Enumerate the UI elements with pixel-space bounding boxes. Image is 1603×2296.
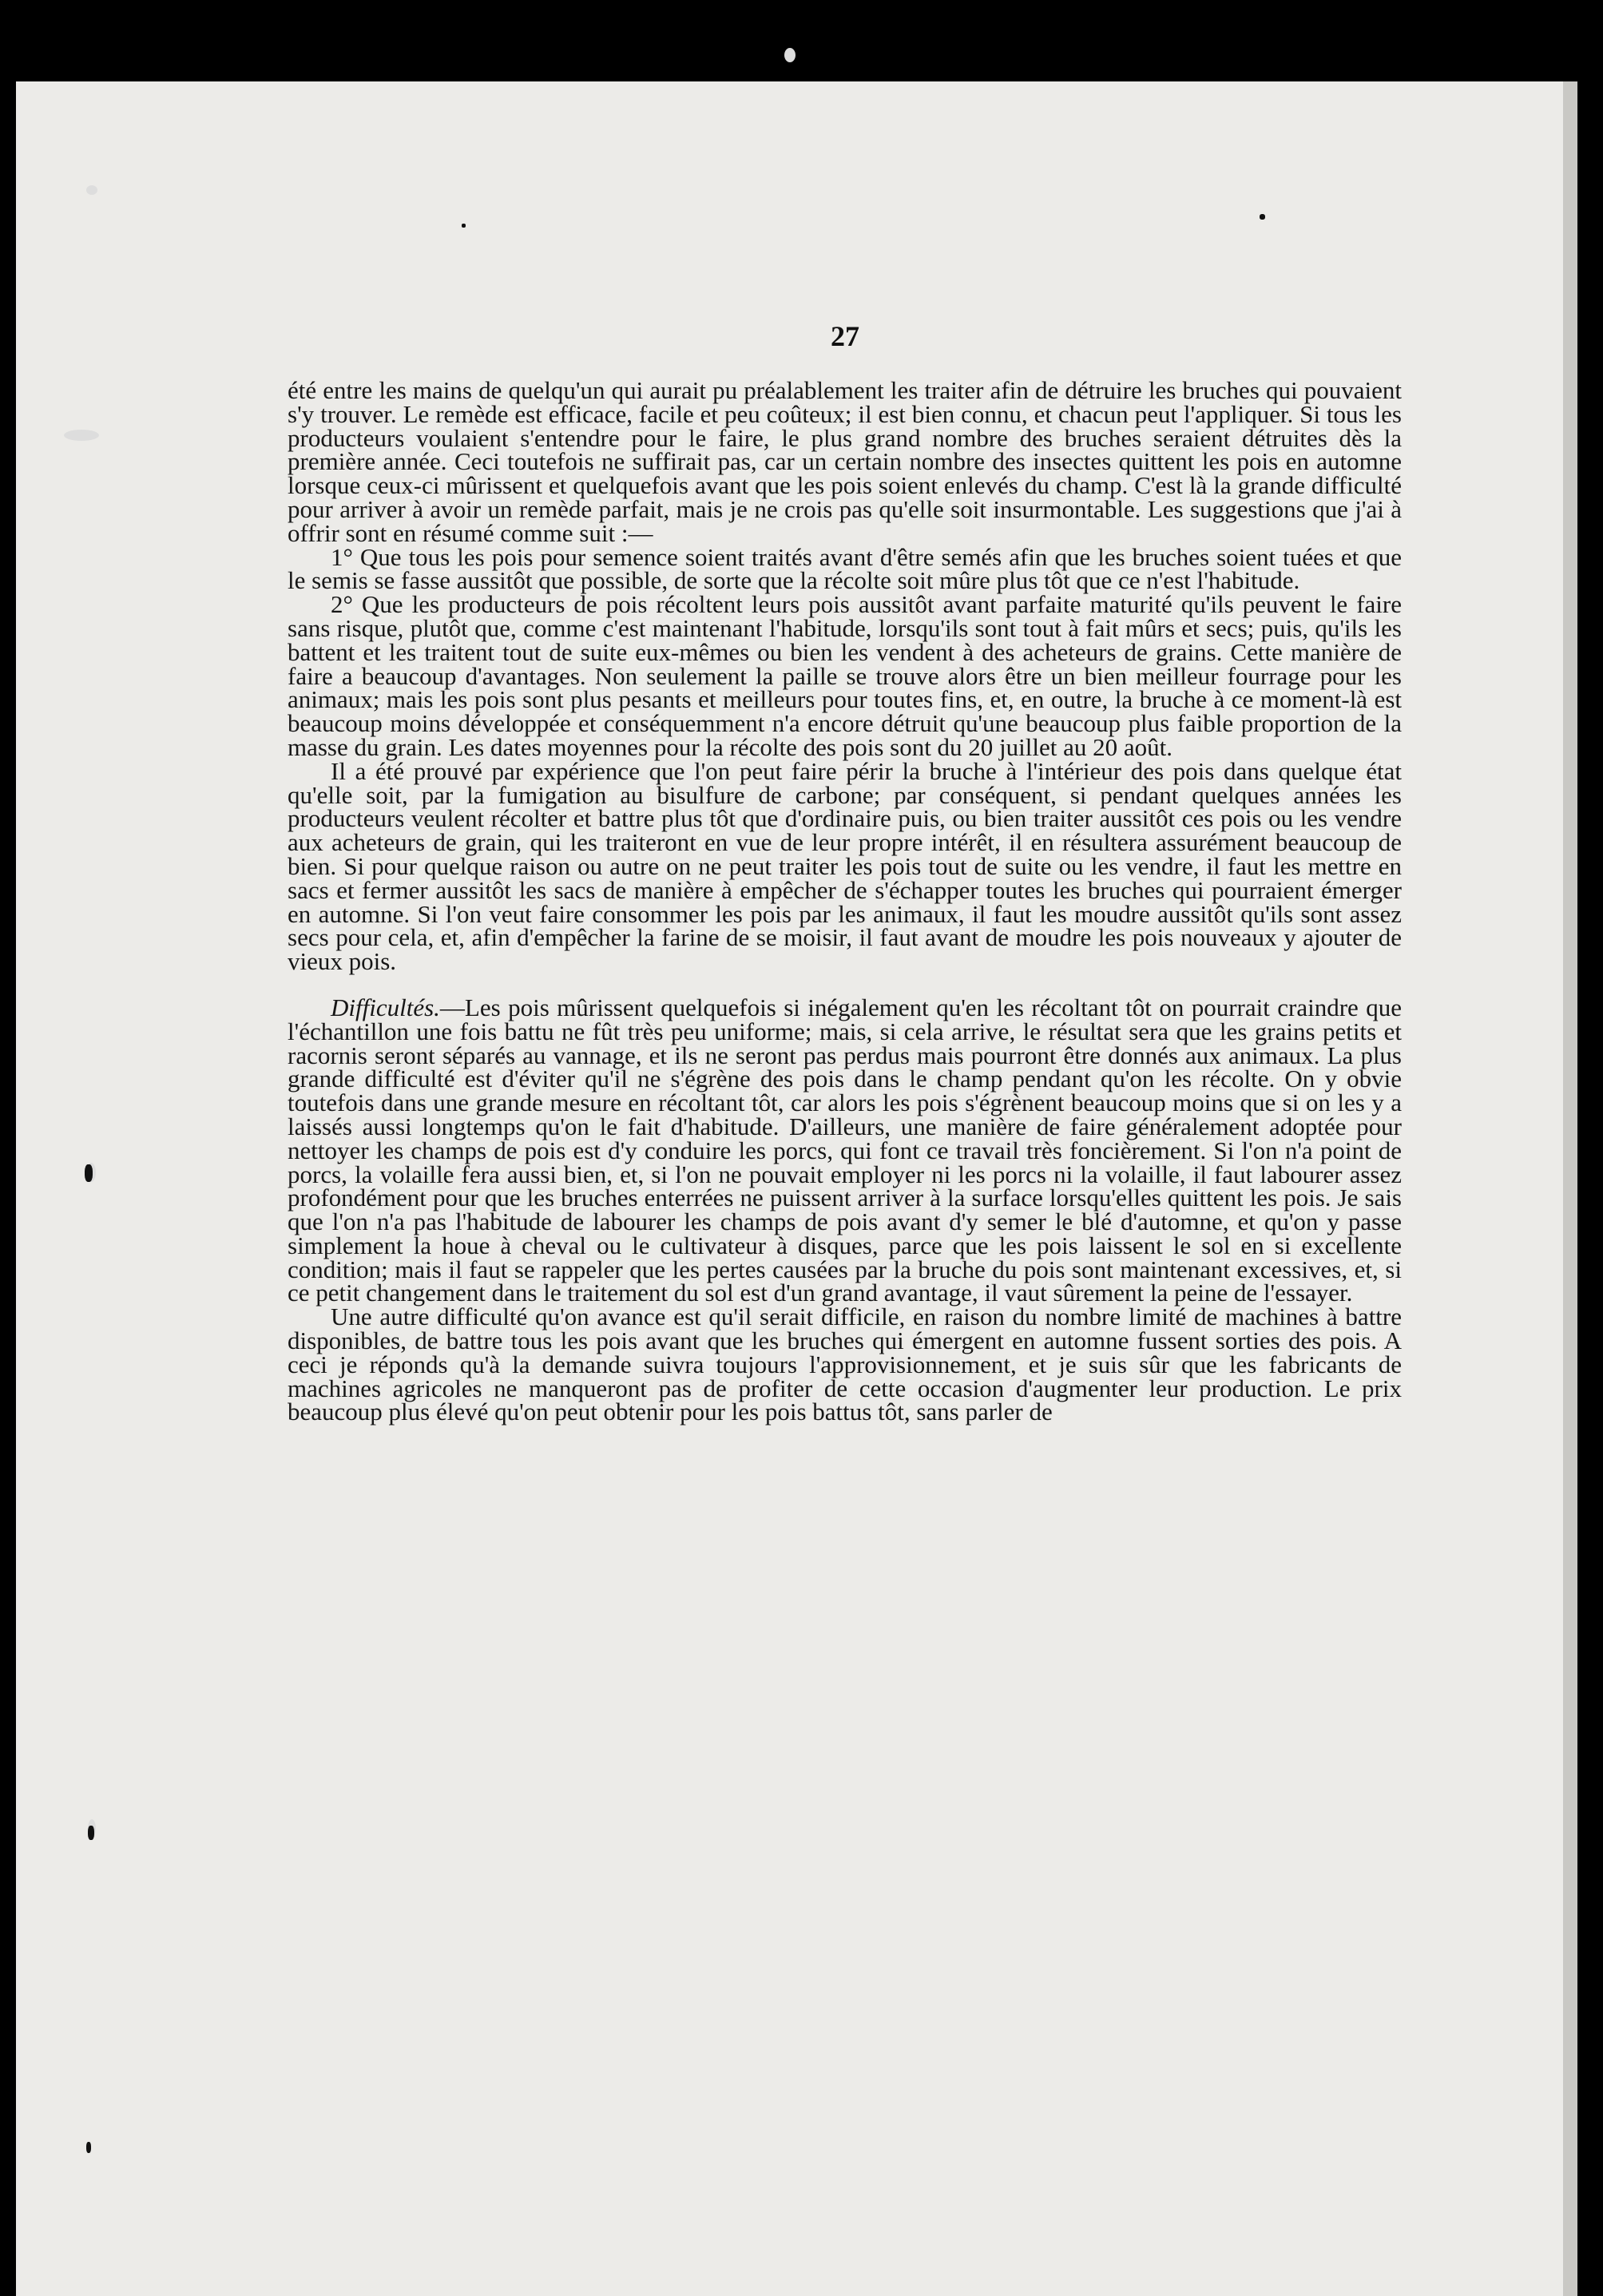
scan-speck [88, 1826, 94, 1840]
scanned-page [16, 81, 1577, 2296]
scan-speck [784, 48, 796, 62]
scan-speck [64, 430, 99, 441]
paragraph-suggestion-2: 2° Que les producteurs de pois récoltent leurs pois aussitôt avant parfaite maturité qu'ils peuvent le faire sans risque, plutôt que, comme c'est maintenant l'habitude, lorsqu'ils sont tout à fait mûrs et secs; puis, qu'ils les battent et les traitent tout de suite eux-mêmes ou bien les vendent à des acheteurs de grains. Cette manière de faire a beaucoup d'avantages. Non seulement la paille se trouve alors être un bien meilleur fourrage pour les animaux; mais les pois sont plus pesants et meilleurs pour toutes fins, et, en outre, la bruche à ce moment-là est beaucoup moins développée et conséquemment n'a encore détruit qu'une beaucoup plus faible proportion de la masse du grain. Les dates moyennes pour la récolte des pois sont du 20 juillet au 20 août. [288, 590, 1402, 761]
page-number: 27 [831, 320, 859, 352]
scan-speck [85, 1164, 93, 1182]
difficultes-text: —Les pois mûrissent quelquefois si inégalement qu'en les récoltant tôt on pourrait craindre que l'échantillon une fois battu ne fût très peu uniforme; mais, si cela arrive, le résultat sera que les grains petits et racornis seront séparés au vannage, et ils ne seront pas perdus mais pourront être donnés aux animaux. La plus grande difficulté est d'éviter qu'il ne s'égrène des pois dans le champ pendant qu'on les récolte. On y obvie toutefois dans une grande mesure en récoltant tôt, car alors les pois s'égrènent beaucoup moins que si on les y a laissés aussi longtemps qu'on le fait d'habitude. D'ailleurs, une manière de faire généralement adoptée pour nettoyer les champs de pois est d'y conduire les porcs, qui font ce travail très foncièrement. Si l'on n'a point de porcs, la volaille fera aussi bien, et, si l'on ne pouvait employer ni les porcs ni la volaille, il faut labourer assez profondément pour que les bruches enterrées ne puissent arriver à la surface lorsqu'elles quittent les pois. Je sais que l'on n'a pas l'habitude de labourer les champs de pois avant d'y semer le blé d'automne, et qu'on y passe simplement la houe à cheval ou le cultivateur à disques, parce que les pois laissent le sol en si excellente condition; mais il faut se rappeler que les pertes causées par la bruche du pois sont maintenant excessives, et, si ce petit changement dans le traitement du sol est d'un grand avantage, il vaut sûrement la peine de l'essayer. [288, 993, 1402, 1307]
scan-speck [86, 2142, 91, 2153]
body-text [288, 376, 1402, 1426]
paragraph-difficultes [288, 993, 1402, 1307]
scan-speck [462, 224, 466, 228]
paragraph-final: Une autre difficulté qu'on avance est qu'il serait difficile, en raison du nombre limité de machines à battre disponibles, de battre tous les pois avant que les bruches qui émergent en automne fussent sorties des pois. A ceci je réponds qu'à la demande suivra toujours l'approvisionnement, et je suis sûr que les fabricants de machines agricoles ne manqueront pas de profiter de cette occasion d'augmenter leur production. Le prix beaucoup plus élevé qu'on peut obtenir pour les pois battus tôt, sans parler de [288, 1303, 1402, 1426]
paragraph-fumigation: Il a été prouvé par expérience que l'on peut faire périr la bruche à l'intérieur des pois dans quelque état qu'elle soit, par la fumigation au bisulfure de carbone; par conséquent, si pendant quelques années les producteurs veulent récolter et battre plus tôt que d'ordinaire puis, ou bien traiter aussitôt ces pois ou les vendre aux acheteurs de grain, qui les traiteront en vue de leur propre intérêt, il en résultera assurément beaucoup de bien. Si pour quelque raison ou autre on ne peut traiter les pois tout de suite ou les vendre, il faut les mettre en sacs et fermer aussitôt les sacs de manière à empêcher de s'échapper toutes les bruches qui pourraient émerger en automne. Si l'on veut faire consommer les pois par les animaux, il faut les moudre aussitôt qu'ils sont assez secs pour cela, et, afin d'empêcher la farine de se moisir, il faut avant de moudre les pois nouveaux y ajouter de vieux pois. [288, 756, 1402, 976]
difficultes-heading: Difficultés. [331, 993, 440, 1021]
paragraph-intro: été entre les mains de quelqu'un qui aurait pu préalablement les traiter afin de détruire les bruches qui pouvaient s'y trouver. Le remède est efficace, facile et peu coûteux; il est bien connu, et chacun peut l'appliquer. Si tous les producteurs voulaient s'entendre pour le faire, le plus grand nombre des bruches seraient détruites dès la première année. Ceci toutefois ne suffirait pas, car un certain nombre des insectes quittent les pois en automne lorsque ceux-ci mûrissent et quelquefois avant que les pois soient enlevés du champ. C'est là la grande difficulté pour arriver à avoir un remède parfait, mais je ne crois pas qu'elle soit insurmontable. Les suggestions que j'ai à offrir sont en résumé comme suit :— [288, 376, 1402, 547]
scan-speck [1260, 214, 1265, 220]
paragraph-suggestion-1: 1° Que tous les pois pour semence soient traités avant d'être semés afin que les bruches soient tuées et que le semis se fasse aussitôt que possible, de sorte que la récolte soit mûre plus tôt que ce n'est l'habitude. [288, 542, 1402, 595]
scan-speck [86, 185, 97, 195]
